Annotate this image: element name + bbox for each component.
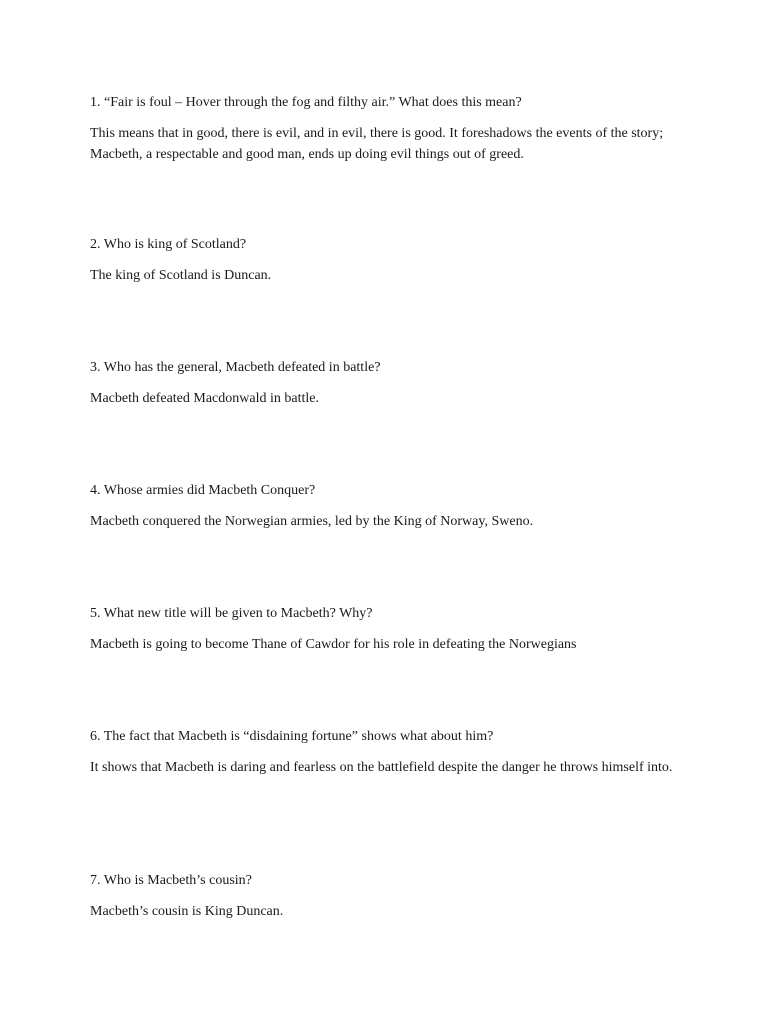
- question-4: 4. Whose armies did Macbeth Conquer?: [90, 483, 316, 498]
- question-3: 3. Who has the general, Macbeth defeated in battle?: [90, 360, 381, 375]
- answer-3: Macbeth defeated Macdonwald in battle.: [90, 391, 319, 406]
- qa-item-5: [90, 603, 690, 655]
- question-6: 6. The fact that Macbeth is “disdaining fortune” shows what about him?: [90, 729, 494, 744]
- answer-2: The king of Scotland is Duncan.: [90, 268, 272, 283]
- qa-item-4: [90, 480, 690, 532]
- qa-item-7: [90, 870, 690, 922]
- qa-item-6: [90, 726, 690, 778]
- answer-7: Macbeth’s cousin is King Duncan.: [90, 904, 284, 919]
- question-7: 7. Who is Macbeth’s cousin?: [90, 873, 252, 888]
- qa-item-3: [90, 357, 690, 409]
- question-1: 1. “Fair is foul – Hover through the fog and filthy air.” What does this mean?: [90, 95, 522, 110]
- qa-item-1: [90, 92, 690, 165]
- answer-1: This means that in good, there is evil, and in evil, there is good. It foreshadows the events of the story; Macbeth, a respectable and good man, ends up doing evil things out of greed.: [90, 126, 664, 162]
- answer-5: Macbeth is going to become Thane of Cawdor for his role in defeating the Norwegians: [90, 637, 577, 652]
- question-5: 5. What new title will be given to Macbeth? Why?: [90, 606, 373, 621]
- answer-6: It shows that Macbeth is daring and fearless on the battlefield despite the danger he throws himself into.: [90, 760, 673, 775]
- question-2: 2. Who is king of Scotland?: [90, 237, 247, 252]
- qa-item-2: [90, 234, 690, 286]
- answer-4: Macbeth conquered the Norwegian armies, led by the King of Norway, Sweno.: [90, 514, 534, 529]
